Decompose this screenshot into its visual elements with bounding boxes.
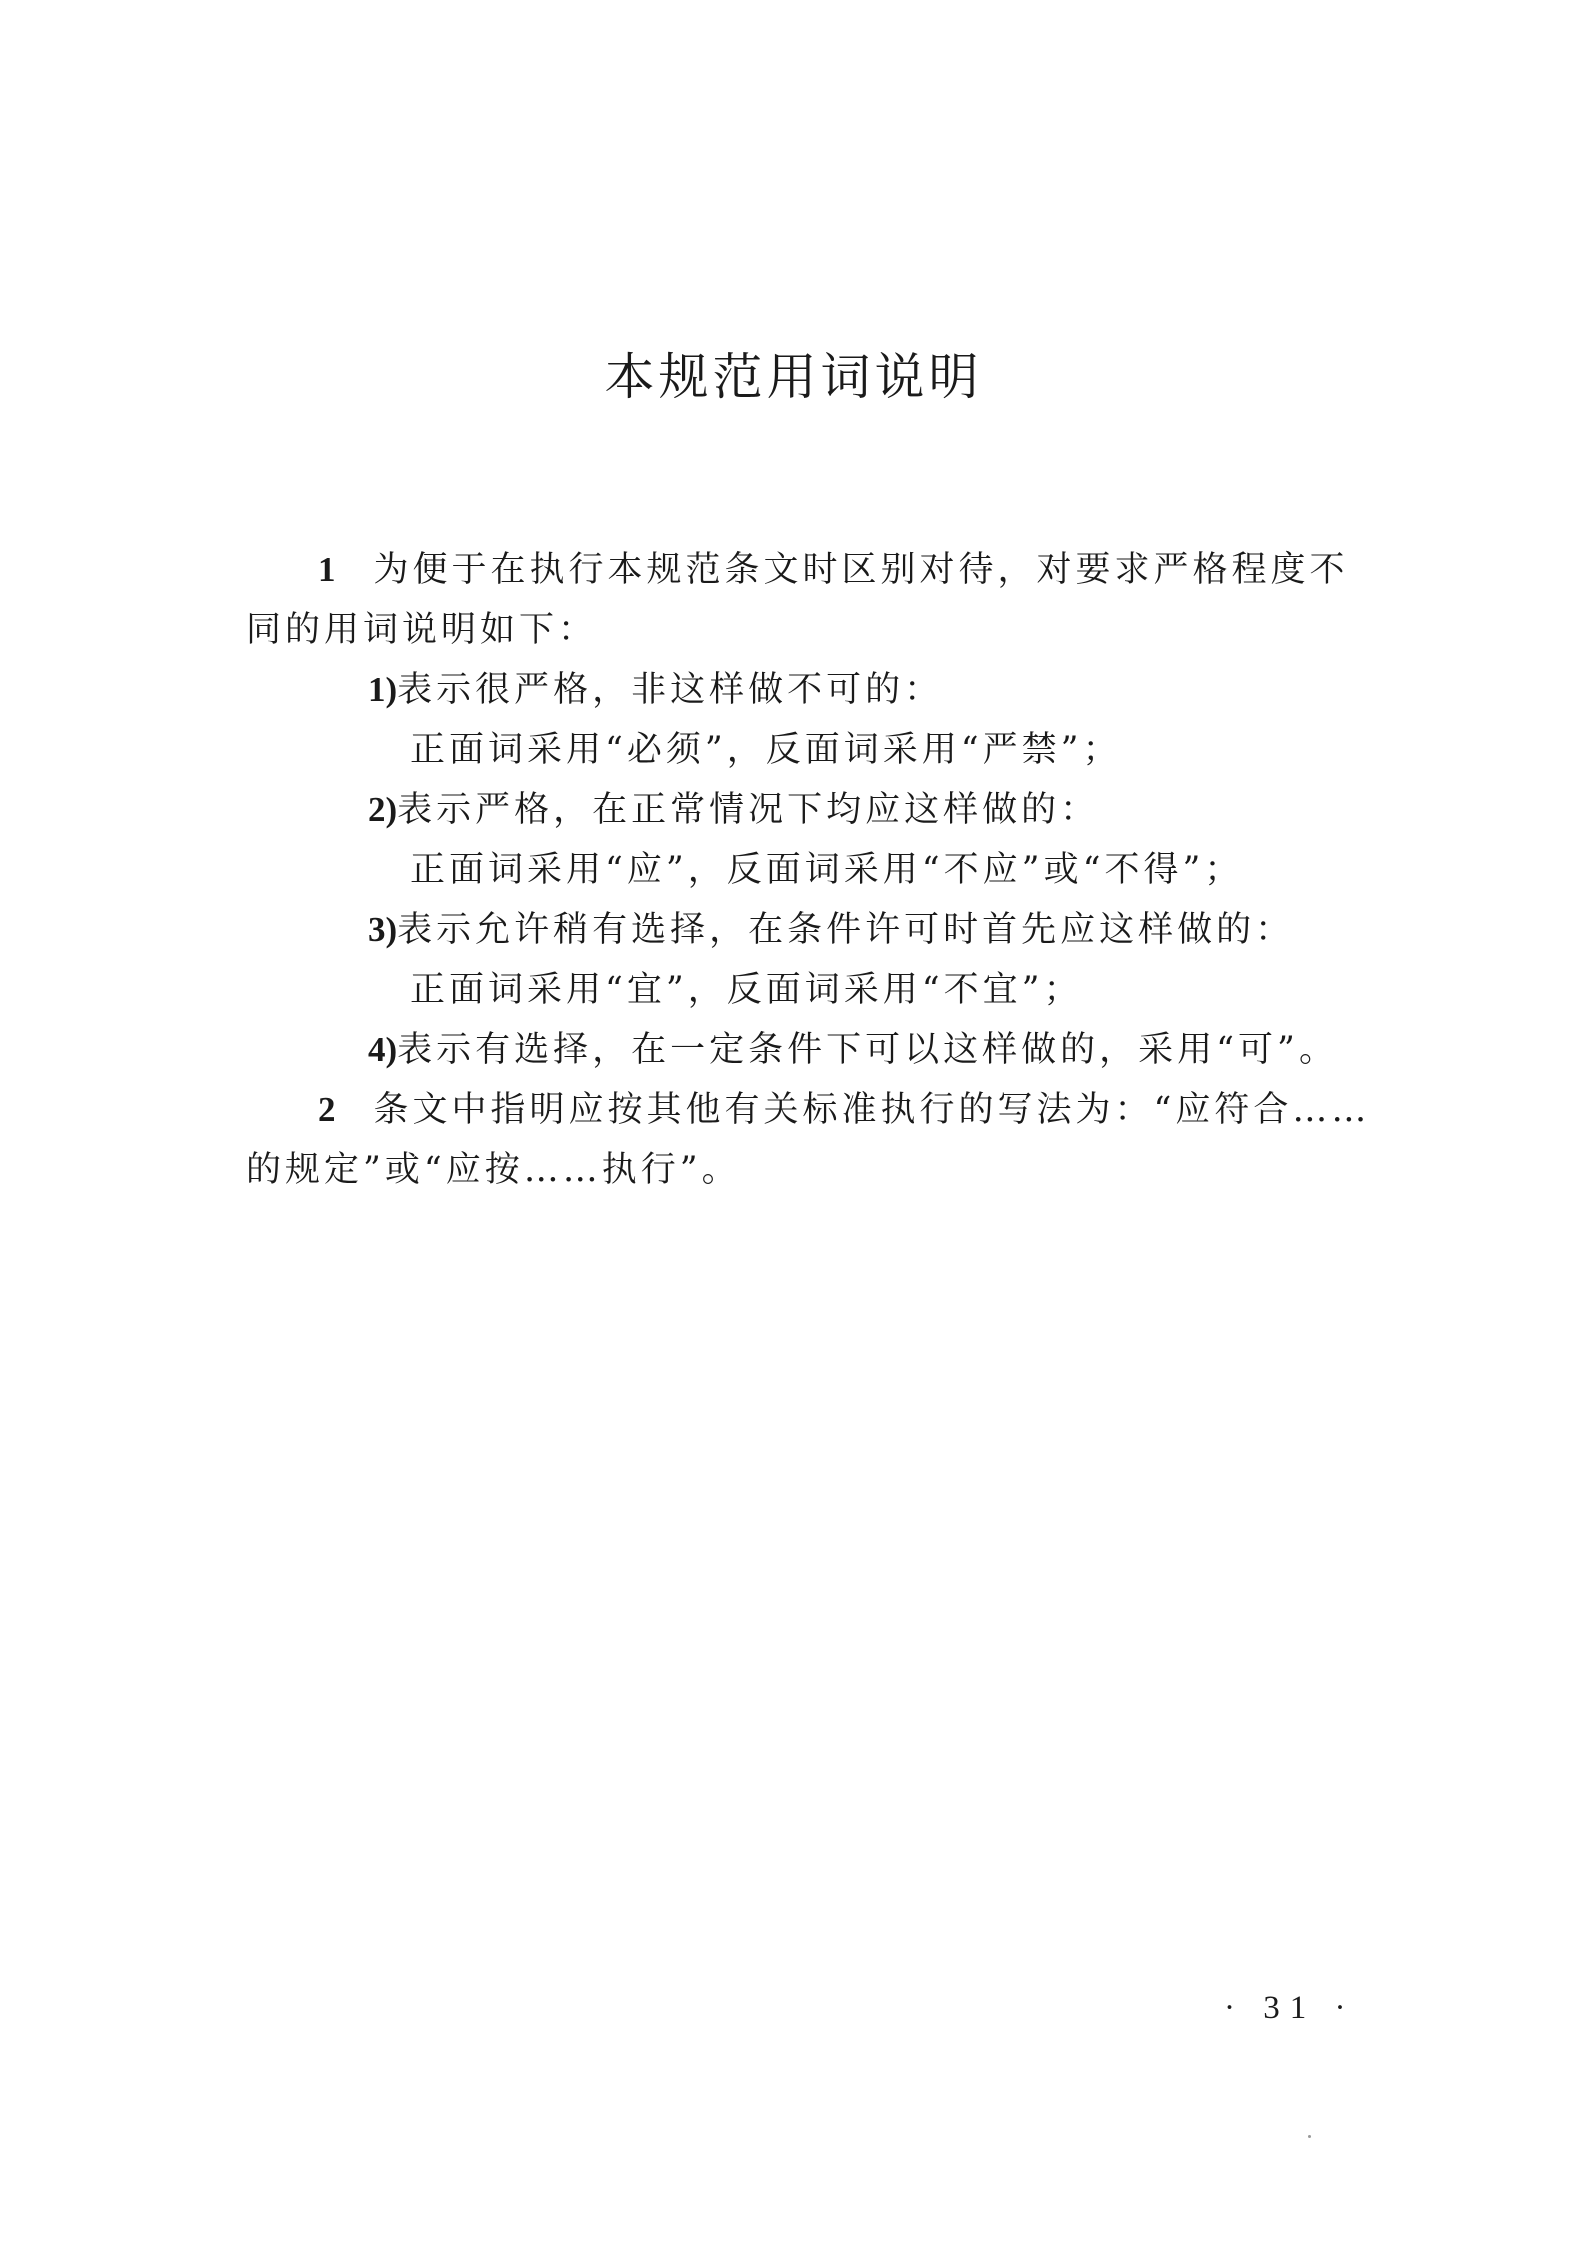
item-1-line-2: 同的用词说明如下： (246, 610, 598, 650)
item-1-number: 1 (318, 550, 340, 589)
sub-item-3-number: 3) (368, 910, 398, 949)
sub-item-1-text: 表示很严格，非这样做不可的： (397, 670, 944, 710)
sub-item-2-text: 表示严格，在正常情况下均应这样做的： (397, 790, 1100, 830)
sub-item-4-number: 4) (368, 1030, 398, 1069)
sub-item-1-detail: 正面词采用“必须”，反面词采用“严禁”； (410, 730, 1122, 770)
sub-item-1-number: 1) (368, 670, 398, 709)
scan-speck (1308, 2135, 1311, 2138)
sub-item-3-text: 表示允许稍有选择，在条件许可时首先应这样做的： (397, 910, 1295, 950)
item-2-number: 2 (318, 1090, 340, 1129)
sub-item-4 (246, 1020, 1356, 1080)
sub-item-3-detail: 正面词采用“宜”，反面词采用“不宜”； (410, 970, 1083, 1010)
sub-item-3 (246, 900, 1356, 960)
page-title: 本规范用词说明 (604, 348, 983, 406)
item-1-line-1 (246, 540, 1356, 600)
item-2-line-1 (246, 1080, 1371, 1140)
sub-item-2-detail: 正面词采用“应”，反面词采用“不应”或“不得”； (410, 850, 1244, 890)
sub-item-2 (246, 780, 1356, 840)
sub-item-4-text: 表示有选择，在一定条件下可以这样做的，采用“可”。 (397, 1030, 1338, 1070)
item-1-text: 为便于在执行本规范条文时区别对待，对要求严格程度不 (373, 550, 1349, 590)
sub-item-1 (246, 660, 1356, 720)
body-text (246, 540, 1371, 1200)
page-number: · 31 · (1224, 1990, 1356, 2026)
sub-item-2-number: 2) (368, 790, 398, 829)
item-2-line-2: 的规定”或“应按……执行”。 (246, 1150, 741, 1190)
item-2-text: 条文中指明应按其他有关标准执行的写法为：“应符合…… (373, 1090, 1371, 1130)
